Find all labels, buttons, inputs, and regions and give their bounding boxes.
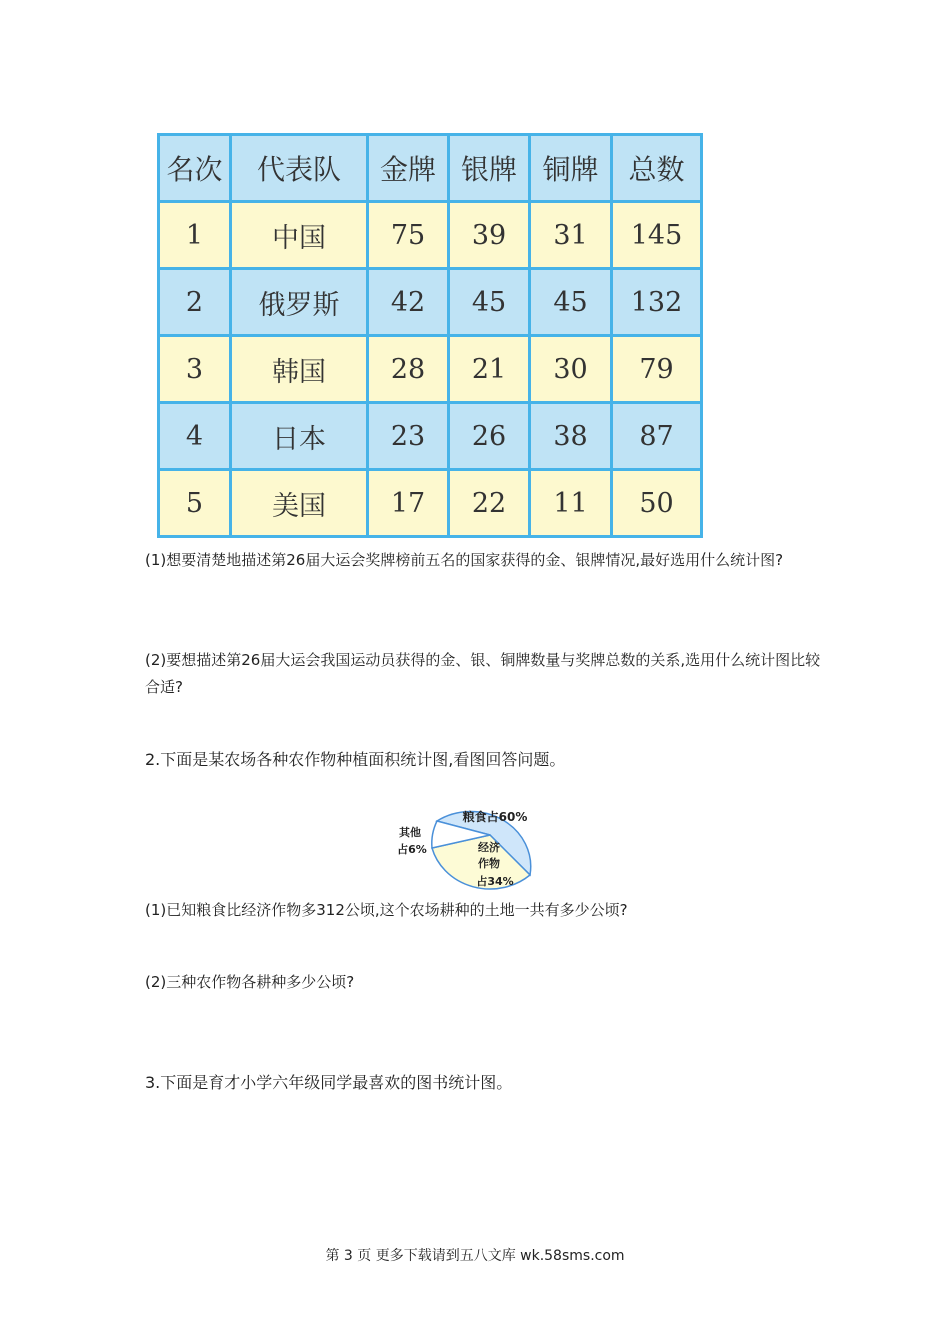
header-bronze: 铜牌 <box>530 135 612 202</box>
question-2-part-1: (1)已知粮食比经济作物多312公顷,这个农场耕种的土地一共有多少公顷? <box>145 901 628 919</box>
question-2-heading: 2.下面是某农场各种农作物种植面积统计图,看图回答问题。 <box>145 750 566 769</box>
table-row <box>159 470 702 537</box>
cell-rank: 3 <box>159 336 231 403</box>
cell-total: 132 <box>612 269 702 336</box>
label-economic-line2: 作物 <box>478 857 500 870</box>
cell-rank: 1 <box>159 202 231 269</box>
header-team: 代表队 <box>231 135 368 202</box>
page-footer: 第 3 页 更多下载请到五八文库 wk.58sms.com <box>325 1248 625 1264</box>
cell-gold: 42 <box>368 269 449 336</box>
cell-gold: 28 <box>368 336 449 403</box>
cell-rank: 2 <box>159 269 231 336</box>
cell-total: 50 <box>612 470 702 537</box>
cell-gold: 23 <box>368 403 449 470</box>
cell-total: 145 <box>612 202 702 269</box>
question-1-part-1: (1)想要清楚地描述第26届大运会奖牌榜前五名的国家获得的金、银牌情况,最好选用什么统计图? <box>145 551 784 569</box>
header-total: 总数 <box>612 135 702 202</box>
table-row <box>159 202 702 269</box>
cell-bronze: 38 <box>530 403 612 470</box>
cell-silver: 26 <box>449 403 530 470</box>
medal-table <box>157 133 703 538</box>
table-row <box>159 403 702 470</box>
cell-silver: 45 <box>449 269 530 336</box>
cell-silver: 22 <box>449 470 530 537</box>
label-economic-line1: 经济 <box>478 841 500 854</box>
cell-bronze: 11 <box>530 470 612 537</box>
header-silver: 银牌 <box>449 135 530 202</box>
cell-bronze: 45 <box>530 269 612 336</box>
table-row <box>159 269 702 336</box>
question-1-part-2: (2)要想描述第26届大运会我国运动员获得的金、银、铜牌数量与奖牌总数的关系,选用什么统计图比较合适? <box>145 651 821 696</box>
table-header-row <box>159 135 702 202</box>
cell-rank: 4 <box>159 403 231 470</box>
cell-total: 87 <box>612 403 702 470</box>
cell-silver: 21 <box>449 336 530 403</box>
header-gold: 金牌 <box>368 135 449 202</box>
question-3-heading: 3.下面是育才小学六年级同学最喜欢的图书统计图。 <box>145 1073 513 1092</box>
cell-bronze: 31 <box>530 202 612 269</box>
cell-gold: 17 <box>368 470 449 537</box>
cell-team: 美国 <box>231 470 368 537</box>
cell-gold: 75 <box>368 202 449 269</box>
question-2-part-2: (2)三种农作物各耕种多少公顷? <box>145 973 355 991</box>
cell-bronze: 30 <box>530 336 612 403</box>
cell-team: 中国 <box>231 202 368 269</box>
cell-team: 俄罗斯 <box>231 269 368 336</box>
cell-silver: 39 <box>449 202 530 269</box>
cell-team: 韩国 <box>231 336 368 403</box>
label-economic-line3: 占34% <box>476 875 514 888</box>
label-grain: 粮食占60% <box>462 810 528 824</box>
table-row <box>159 336 702 403</box>
cell-team: 日本 <box>231 403 368 470</box>
label-other-line1: 其他 <box>399 826 421 839</box>
cell-total: 79 <box>612 336 702 403</box>
header-rank: 名次 <box>159 135 231 202</box>
pie-chart <box>380 770 580 896</box>
label-other-line2: 占6% <box>397 843 427 856</box>
cell-rank: 5 <box>159 470 231 537</box>
